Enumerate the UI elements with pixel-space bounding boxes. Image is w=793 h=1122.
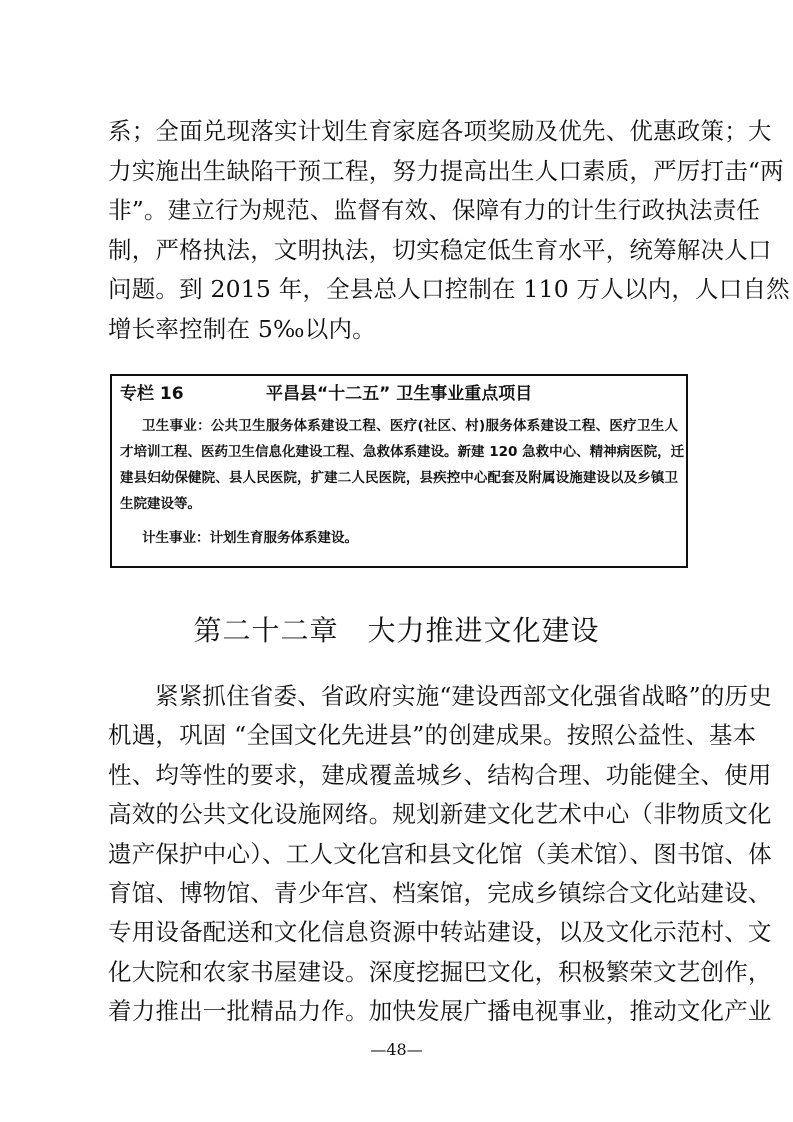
text-line: 紧紧抓住省委、省政府实施“建设西部文化强省战略”的历史 xyxy=(155,682,772,710)
text-line: 非”。建立行为规范、监督有效、保障有力的计生行政执法责任 xyxy=(108,196,761,224)
text-line: 性、均等性的要求，建成覆盖城乡、结构合理、功能健全、使用 xyxy=(108,761,772,789)
text-line: 制，严格执法，文明执法，切实稳定低生育水平，统筹解决人口 xyxy=(108,236,772,264)
text-line: 专用设备配送和文化信息资源中转站建设，以及文化示范村、文 xyxy=(108,918,772,946)
text-line: 机遇，巩固 “全国文化先进县”的创建成果。按照公益性、基本 xyxy=(108,721,757,749)
box-label: 专栏 16 xyxy=(120,384,184,404)
text-line: 力实施出生缺陷干预工程，努力提高出生人口素质，严厉打击“两 xyxy=(108,157,784,185)
box-line: 才培训工程、医药卫生信息化建设工程、急救体系建设。新建 120 急救中心、精神病医院，迁 xyxy=(120,444,685,460)
text-line: 化大院和农家书屋建设。深度挖掘巴文化，积极繁荣文艺创作， xyxy=(108,958,772,986)
box-line: 计生事业：计划生育服务体系建设。 xyxy=(142,530,358,546)
box-title: 平昌县“十二五” 卫生事业重点项目 xyxy=(266,384,533,404)
box-header xyxy=(120,380,678,408)
text-line: 遗产保护中心）、工人文化宫和县文化馆（美术馆）、图书馆、体 xyxy=(108,840,772,868)
chapter-title: 第二十二章 大力推进文化建设 xyxy=(193,614,600,647)
text-line: 问题。到 2015 年，全县总人口控制在 110 万人以内，人口自然 xyxy=(108,275,790,303)
text-line: 增长率控制在 5‰以内。 xyxy=(108,315,376,343)
page-number: —48— xyxy=(370,1040,423,1059)
project-box xyxy=(110,374,688,568)
box-line: 生院建设等。 xyxy=(120,496,201,512)
text-line: 高效的公共文化设施网络。规划新建文化艺术中心（非物质文化 xyxy=(108,800,772,828)
text-line: 着力推出一批精品力作。加快发展广播电视事业，推动文化产业 xyxy=(108,997,772,1025)
text-line: 育馆、博物馆、青少年宫、档案馆，完成乡镇综合文化站建设、 xyxy=(108,879,772,907)
box-line: 卫生事业：公共卫生服务体系建设工程、医疗(社区、村)服务体系建设工程、医疗卫生人 xyxy=(142,418,678,434)
text-line: 系；全面兑现落实计划生育家庭各项奖励及优先、优惠政策；大 xyxy=(108,117,772,145)
box-line: 建县妇幼保健院、县人民医院，扩建二人民医院，县疾控中心配套及附属设施建设以及乡镇卫 xyxy=(120,470,678,486)
